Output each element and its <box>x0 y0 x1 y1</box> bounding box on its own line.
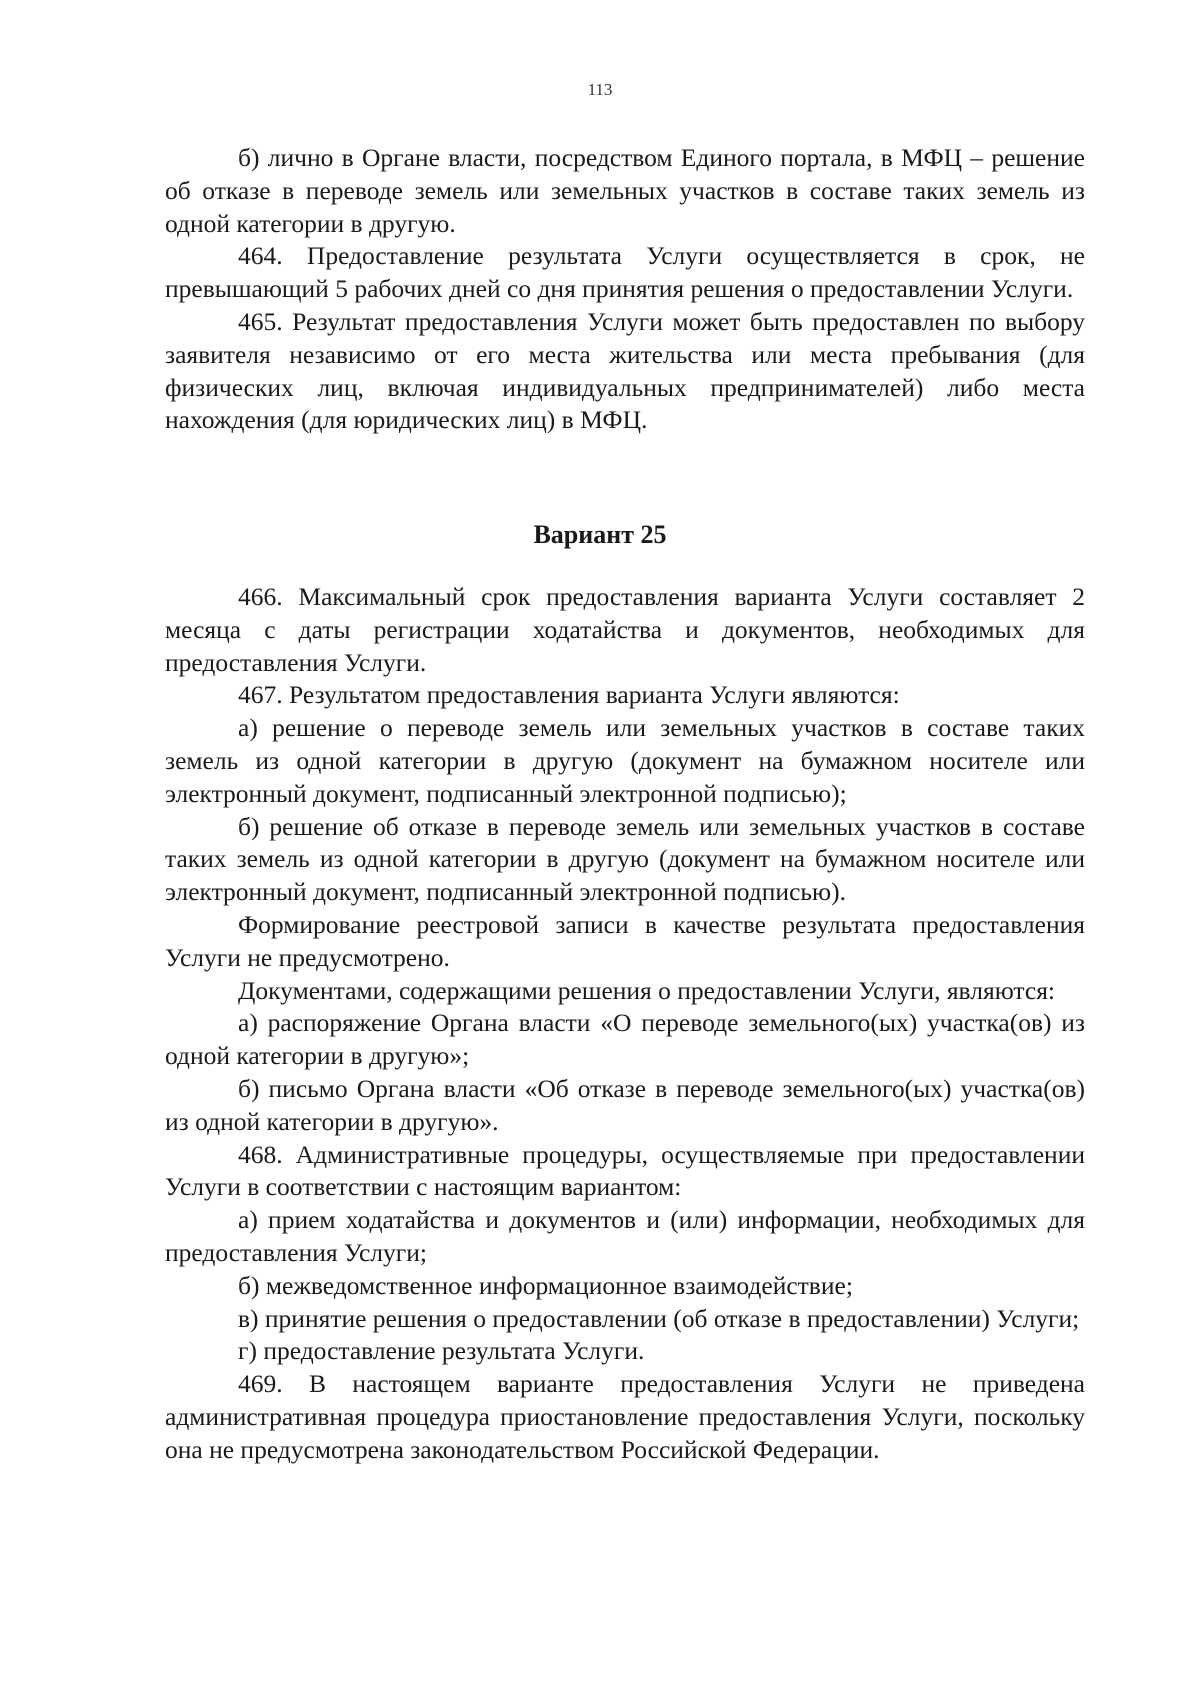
section-text-block <box>165 581 1085 1467</box>
paragraph-468-a: а) прием ходатайства и документов и (или) информации, необходимых для предоставления Услуги; <box>165 1205 1085 1267</box>
paragraph-documents-b: б) письмо Органа власти «Об отказе в переводе земельного(ых) участка(ов) из одной категории в другую». <box>165 1073 1085 1136</box>
paragraph-468-v: в) принятие решения о предоставлении (об отказе в предоставлении) Услуги; <box>238 1303 1080 1333</box>
intro-text-block <box>165 142 1085 437</box>
section-heading: Вариант 25 <box>533 520 667 549</box>
paragraph-466: 466. Максимальный срок предоставления варианта Услуги составляет 2 месяца с даты регистрации ходатайства и документов, необходимых для предоставления Услуги. <box>165 582 1085 677</box>
paragraph-468: 468. Административные процедуры, осуществляемые при предоставлении Услуги в соответствии с настоящим вариантом: <box>165 1139 1085 1202</box>
paragraph-464: 464. Предоставление результата Услуги осуществляется в срок, не превышающий 5 рабочих дней со дня принятия решения о предоставлении Услуги. <box>165 241 1085 304</box>
paragraph-registry-record: Формирование реестровой записи в качестве результата предоставления Услуги не предусмотрено. <box>165 909 1085 972</box>
paragraph-468-b: б) межведомственное информационное взаимодействие; <box>238 1270 853 1300</box>
paragraph-469: 469. В настоящем варианте предоставления Услуги не приведена административная процедура приостановление предоставления Услуги, поскольку она не предусмотрена законодательством Российской Федерации. <box>165 1369 1085 1464</box>
paragraph-468-g: г) предоставление результата Услуги. <box>238 1336 645 1366</box>
paragraph-467: 467. Результатом предоставления варианта Услуги являются: <box>238 680 900 710</box>
paragraph-refusal-delivery: б) лично в Органе власти, посредством Единого портала, в МФЦ – решение об отказе в переводе земель или земельных участков в составе таких земель из одной категории в другую. <box>165 143 1085 238</box>
paragraph-467-b: б) решение об отказе в переводе земель или земельных участков в составе таких земель из одной категории в другую (документ на бумажном носителе или электронный документ, подписанный электронной подписью). <box>165 811 1085 907</box>
paragraph-documents-a: а) распоряжение Органа власти «О переводе земельного(ых) участка(ов) из одной категории в другую»; <box>165 1008 1085 1071</box>
paragraph-decision-documents: Документами, содержащими решения о предоставлении Услуги, являются: <box>238 975 1056 1005</box>
page-number: 113 <box>587 80 613 99</box>
paragraph-467-a: а) решение о переводе земель или земельных участков в составе таких земель из одной категории в другую (документ на бумажном носителе или электронный документ, подписанный электронной подписью); <box>165 713 1085 808</box>
paragraph-465: 465. Результат предоставления Услуги может быть предоставлен по выбору заявителя независимо от его места жительства или места пребывания (для физических лиц, включая индивидуальных предпринимателей) либо места нахождения (для юридических лиц) в МФЦ. <box>165 306 1085 435</box>
